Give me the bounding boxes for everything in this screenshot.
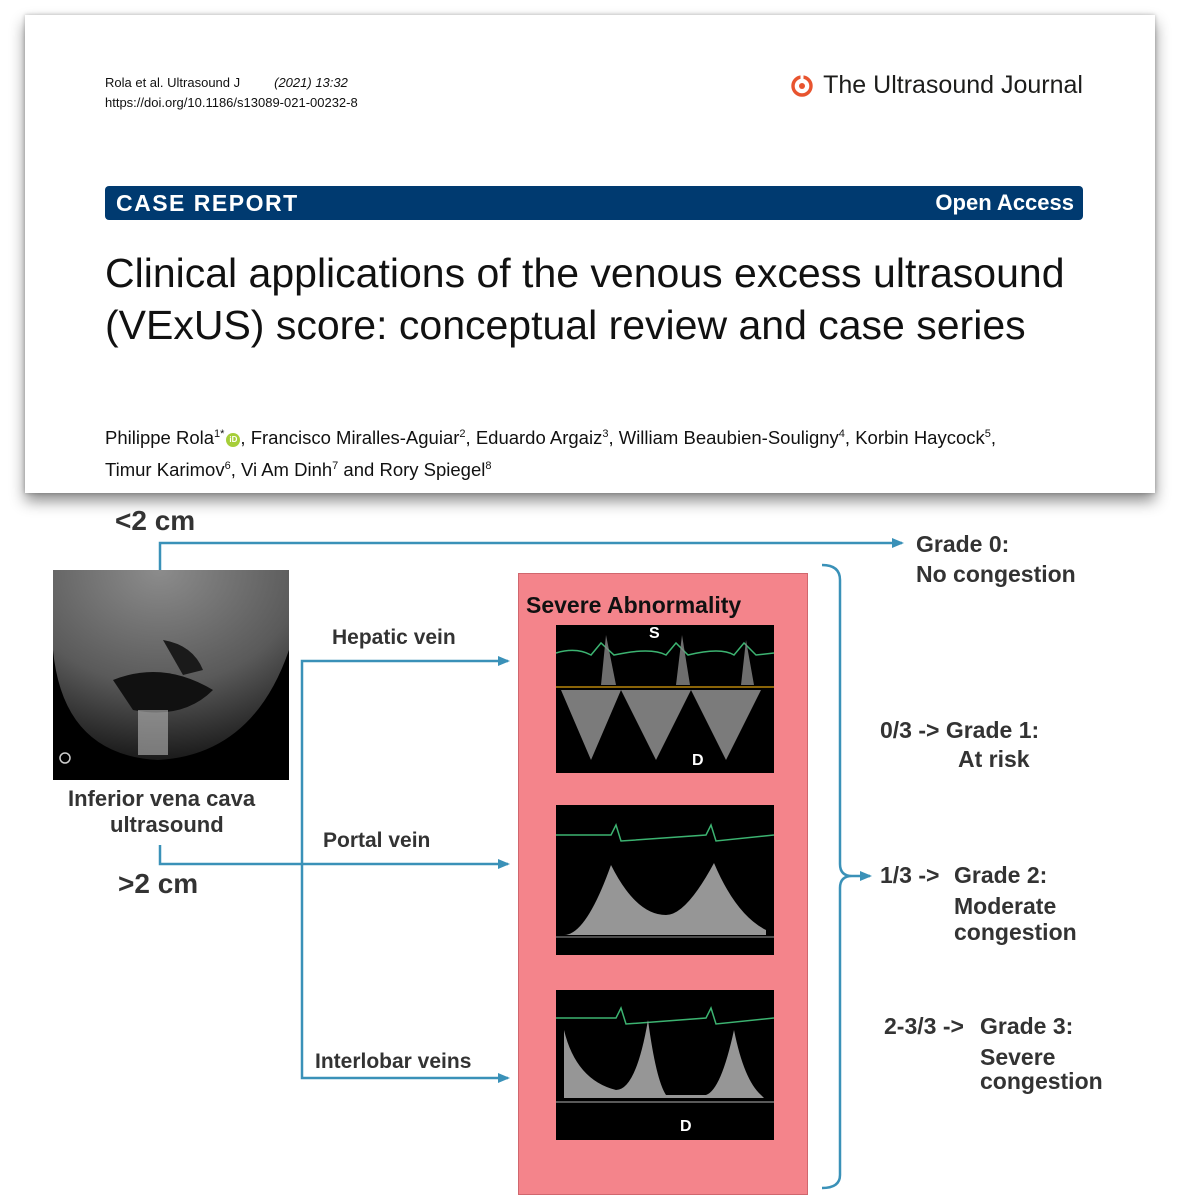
ultrasound-sector-icon (53, 570, 289, 780)
hepatic-vein-label: Hepatic vein (332, 626, 456, 649)
author-affiliation: 3 (602, 428, 609, 440)
open-access-badge: Open Access (935, 190, 1074, 215)
ivc-label-line1: Inferior vena cava (68, 786, 256, 811)
article-type: CASE REPORT (116, 189, 299, 216)
author-name[interactable]: Eduardo Argaiz (475, 427, 603, 449)
paper-header-card (25, 15, 1155, 493)
portal-vein-label: Portal vein (323, 829, 431, 852)
author-name[interactable]: Timur Karimov (105, 459, 225, 481)
author-name[interactable]: Rory Spiegel (379, 459, 486, 481)
author-affiliation: 6 (224, 460, 231, 473)
article-title: Clinical applications of the venous excess ultrasound (VExUS) score: conceptual review and case series (105, 250, 1065, 348)
interlobar-veins-label: Interlobar veins (315, 1050, 472, 1073)
citation-authors-journal: Rola et al. Ultrasound J (105, 75, 241, 90)
panel-title: Severe Abnormality (526, 592, 742, 618)
grade0-line1: Grade 0: (916, 531, 1010, 557)
hepatic-doppler-trace (556, 625, 774, 773)
grade2-line2: Moderate (954, 893, 1057, 919)
portal-doppler-trace (556, 805, 774, 955)
orcid-icon[interactable]: iD (226, 433, 240, 447)
author-name[interactable]: William Beaubien-Souligny (618, 427, 839, 449)
journal-name: The Ultrasound Journal (823, 71, 1083, 99)
author-affiliation: 5 (984, 428, 991, 440)
d-wave-label: D (692, 752, 704, 769)
s-wave-label: S (649, 625, 660, 642)
hepatic-waveform-icon (556, 625, 774, 773)
author-list: Philippe Rola$^{1*}$ iD , Francisco Miralles-Aguiar$^2$, Eduardo Argaiz$^3$, William Beaubien-Souligny$^4$, Korbin Haycock$^5$, Timur Karimov$^6$, Vi Am Dinh$^7$ and Rory Spiegel$^8$ (105, 427, 997, 481)
journal-logo-icon (791, 75, 813, 97)
grade3-line1: Grade 3: (980, 1013, 1074, 1039)
grade2-ratio: 1/3 -> (880, 862, 940, 888)
d-wave-label-interlobar: D (680, 1118, 692, 1135)
author-name[interactable]: Vi Am Dinh (240, 459, 333, 481)
author-affiliation: 7 (332, 460, 339, 473)
citation (105, 73, 358, 113)
ivc-label-line2: ultrasound (110, 812, 224, 837)
grade3-ratio: 2-3/3 -> (884, 1013, 964, 1039)
grade2-line3: congestion (954, 919, 1077, 945)
article-type-banner (105, 186, 1083, 220)
lt2-label: <2 cm (115, 505, 196, 536)
grade0-line2: No congestion (916, 561, 1076, 587)
grade2-line1: Grade 2: (954, 862, 1048, 888)
author-affiliation: 4 (838, 428, 845, 440)
author-name[interactable]: Korbin Haycock (855, 427, 985, 449)
portal-waveform-icon (556, 805, 774, 955)
interlobar-waveform-icon (556, 990, 774, 1140)
author-affiliation: 8 (485, 460, 492, 473)
journal-brand (791, 71, 1083, 100)
ivc-ultrasound-image (53, 570, 289, 780)
author-affiliation: 1* (214, 428, 225, 440)
gt2-label: >2 cm (118, 868, 199, 899)
author-affiliation: 2 (459, 428, 466, 440)
grade3-line2: Severe (980, 1044, 1056, 1070)
doi-link[interactable]: https://doi.org/10.1186/s13089-021-00232-8 (105, 95, 358, 110)
author-name[interactable]: Philippe Rola (105, 427, 215, 449)
interlobar-doppler-trace (556, 990, 774, 1140)
grade3-line3: congestion (980, 1068, 1103, 1094)
grade1-line2: At risk (958, 746, 1030, 772)
grade1-line1: 0/3 -> Grade 1: (880, 717, 1040, 743)
author-name[interactable]: Francisco Miralles-Aguiar (250, 427, 460, 449)
citation-year: (2021) 13:32 (274, 75, 348, 90)
